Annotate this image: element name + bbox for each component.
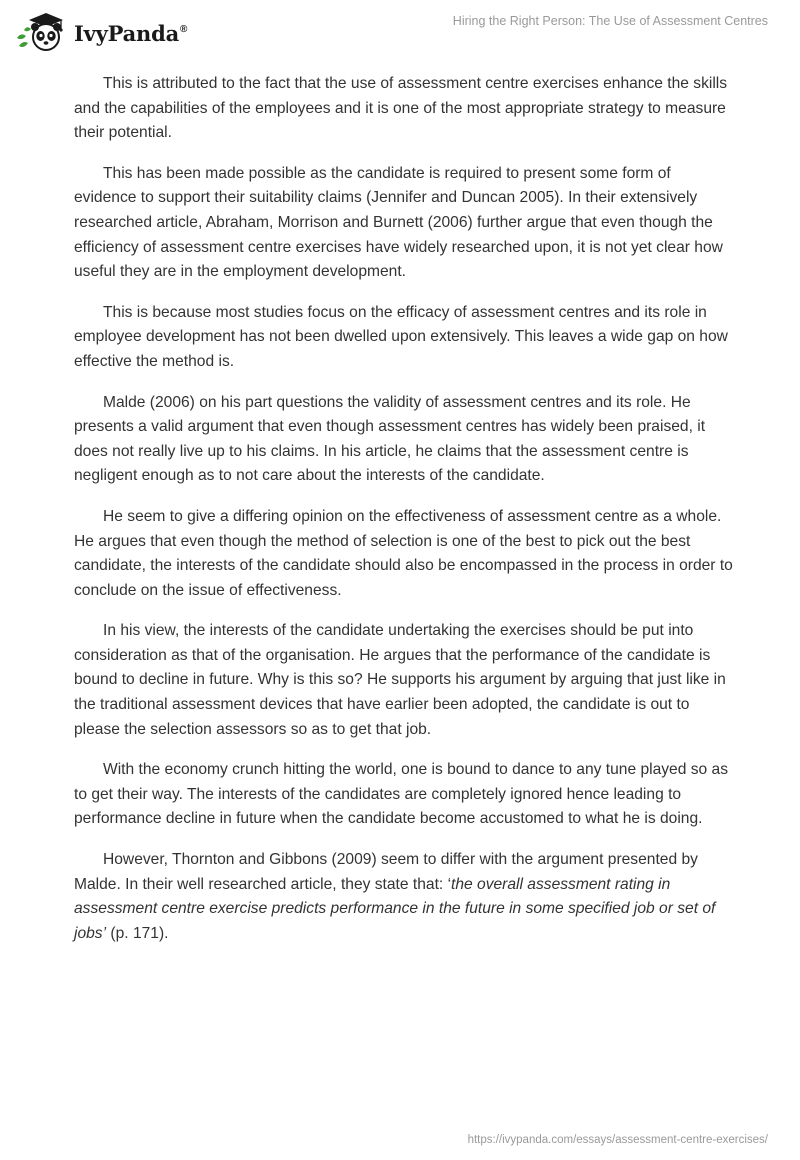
brand-logo[interactable] — [15, 10, 187, 54]
quote-lead-text: However, Thornton and Gibbons (2009) seem to differ with the argument presented by Malde. In their well researched article, they state that: ‘ — [74, 851, 698, 893]
brand-name-text: IvyPanda — [74, 20, 180, 46]
paragraph: This is because most studies focus on the efficacy of assessment centres and its role in employee development has not been dwelled upon extensively. This leaves a wide gap on how effective the method is. — [74, 303, 728, 370]
paragraph: He seem to give a differing opinion on the effectiveness of assessment centre as a whole. He argues that even though the method of selection is one of the best to pick out the best candidate, the interests of the candidate should also be encompassed in the process in order to conclude on the issue of effectiveness. — [74, 507, 733, 599]
paragraph: This has been made possible as the candidate is required to present some form of evidence to support their suitability claims (Jennifer and Duncan 2005). In their extensively researched article, Abraham, Morrison and Burnett (2006) further argue that even though the efficiency of assessment centre exercises have widely researched upon, it is not yet clear how useful they are in the employment development. — [74, 164, 723, 281]
paragraph: This is attributed to the fact that the use of assessment centre exercises enhance the skills and the capabilities of the employees and it is one of the most appropriate strategy to measure their potential. — [74, 75, 728, 142]
page-header — [0, 0, 800, 64]
essay-body — [74, 72, 734, 962]
panda-logo-icon — [15, 10, 71, 54]
source-url[interactable]: https://ivypanda.com/essays/assessment-centre-exercises/ — [467, 1134, 768, 1146]
citation-text: (p. 171). — [106, 924, 169, 942]
document-title: Hiring the Right Person: The Use of Assessment Centres — [452, 14, 768, 28]
registered-mark: ® — [180, 23, 188, 35]
paragraph: Malde (2006) on his part questions the validity of assessment centres and its role. He presents a valid argument that even though assessment centres has widely been praised, it does not really live up to his claims. In his article, he claims that the assessment centre is negligent enough as to not care about the interests of the candidate. — [74, 393, 706, 485]
paragraph: With the economy crunch hitting the world, one is bound to dance to any tune played so as to get their way. The interests of the candidates are completely ignored hence leading to performance decline in future when the candidate become accustomed to what he is doing. — [74, 761, 728, 828]
brand-name — [74, 21, 187, 46]
paragraph: In his view, the interests of the candidate undertaking the exercises should be put into consideration as that of the organisation. He argues that the performance of the candidate is bound to decline in future. Why is this so? He supports his argument by arguing that just like in the traditional assessment devices that have earlier been adopted, the candidate is out to please the selection assessors so as to get that job. — [74, 622, 726, 738]
quoted-text: the overall assessment rating in assessment centre exercise predicts performance in the future in some specified job or set of jobs’ — [74, 875, 716, 942]
paragraph-with-quote — [74, 848, 734, 946]
